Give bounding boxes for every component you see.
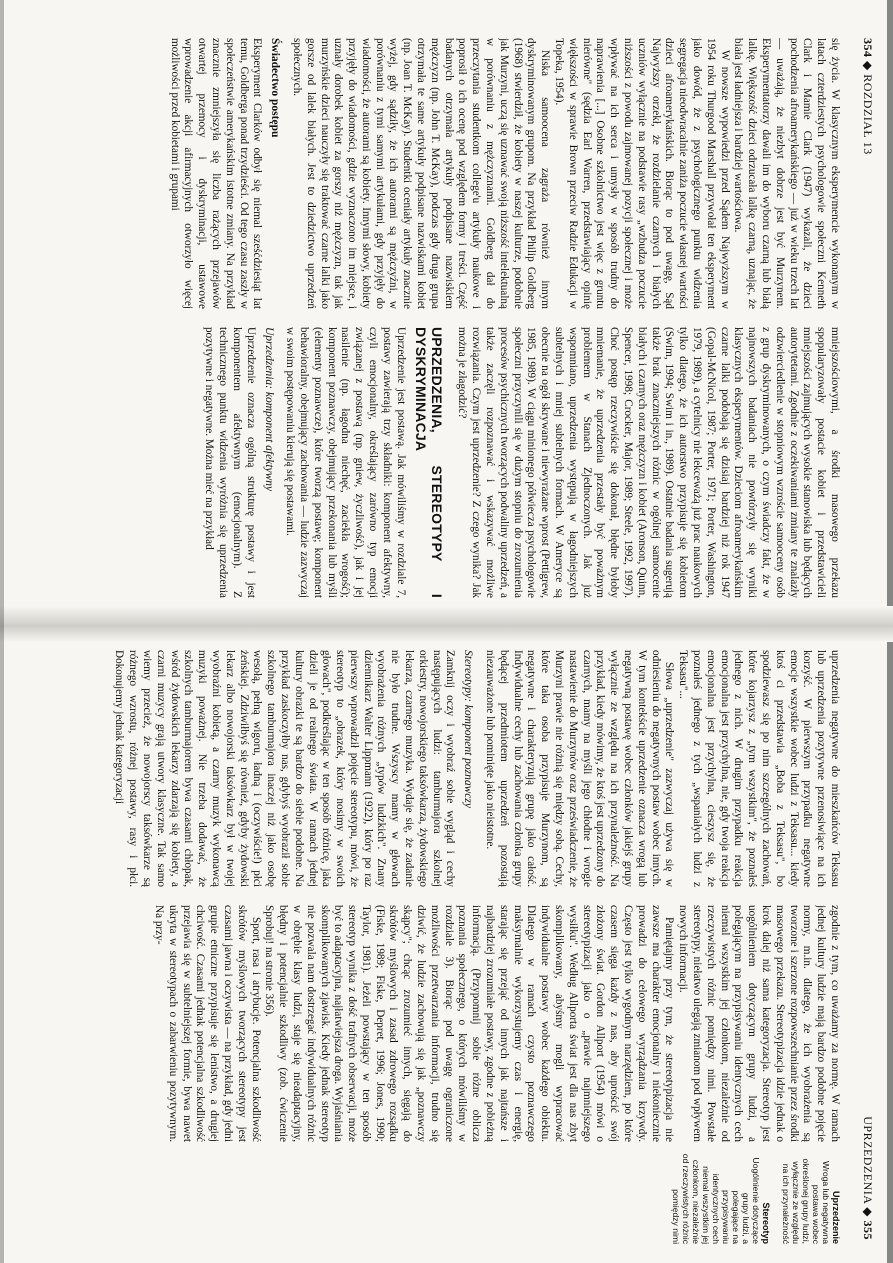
- subsection-heading: Stereotypy: komponent poznawczy: [462, 650, 475, 808]
- margin-note-term: Stereotyp: [761, 1202, 771, 1244]
- head-separator: ◆: [861, 1207, 875, 1217]
- margin-note-term: Uprzedzenie: [831, 1190, 841, 1244]
- paragraph: Sport, rasa i atrybucje. Potencjalna szkodliwość skrótów myślowych tworzących stereotypy jest czasami jawna i oczywista — na przykład, gdy jedni grupie etniczne przypisuje się lenistwo, a drugiej chciwość. Czasami jednak potencjalna szkodliwość przejawia się w subtelniejszej formie, bywa nawet ukryta w stereotypach o zabarwieniu pozytywnym. Na przy-: [152, 905, 262, 1142]
- chapter-label: UPRZEDZENIA: [861, 1116, 875, 1204]
- paragraph: Eksperyment Clarków odbył się niemal sześćdziesiąt lat temu, Goldberga ponad trzydzieści. Od tego czasu zaszły w społeczeństwie amerykańskim istotne zmiany. Na przykład znacznie zmniejszyła się liczba rażących przejawów otwartej przemocy i dyskryminacji, ustawowe wprowadzenie akcji afirmacyjnych otworzyło więcej możliwości przed kobietami i grupami: [168, 38, 264, 309]
- paragraph: się życia. W klasycznym eksperymencie wykonanym w latach czterdziestych psychologowie społeczni Kenneth Clark i Mamie Clark (1947) wykazali, że dzieci pochodzenia afroamerykańskiego — już w wieku trzech lat — uważają, że niezbyt dobrze jest być Murzynem. Eksperymentatorzy dawali im do wyboru czarną lub białą lalkę. Większość dzieci odrzucała lalkę czarną, uznając, że biała jest ładniejsza i bardziej wartościowa.: [732, 38, 841, 309]
- right-page: [15, 650, 875, 1244]
- margin-note: [781, 1152, 841, 1244]
- margin-note-definition: Wroga lub negatywna postawa wobec określonej grupy ludzi, wyłącznie ze względu na ich przynależność: [781, 1158, 831, 1244]
- paragraph: mniejszościowymi, a środki masowego przekazu spopularyzowały postacie kobiet i przedstawicieli mniejszości zajmujących wysokie stanowiska lub będących autorytetami. Zgodnie z oczekiwaniami zmiany te znalazły odzwierciedlenie w stopniowym wzroście samooceny osób z grup dyskryminowanych, o czym świadczy fakt, że w najnowszych badaniach nie powtórzyły się wyniki klasycznych eksperymentów. Dzieciom afroamerykańskim czarne lalki podobają się dzisiaj bardziej niż rok 1947 (Gopal-McNicol, 1987; Porter, 1971; Porter, Washington, 1979, 1989), a cytelnicy nie lekceważą już prac naukowych tylko dlatego, że ich autorstwo przypisuje się kobietom (Swim, 1994; Swim i in., 1989). Ostatnie badania sugerują także brak znaczniejszych różnic w ogólnej samoocenie białych i czarnych oraz mężczyzn i kobiet (Aronson, Quinn, Spencer, 1998; Crocker, Major, 1989; Steele, 1992, 1997). Choć postęp rzeczywiście się dokonał, błędne byłoby mniemanie, że uprzedzenia przestały być poważnym problemem w Stanach Zjednoczonych. Jak już wspomniano, uprzedzenia występują w łagodniejszych subtelnych i mniej subtelnych formach. W Ameryce są obecnie na ogół skrywane i niewyrażane wprost (Pettigrew, 1985, 1989). W ciągu minionego półwiecza psychologowie społeczni przyczynili się w dużym stopniu do zrozumienia procesów psychicznych tworzących podwaliny uprzedzeń, a także zaczęli rozpoznawać i wskazywać możliwe rozwiązania. Czym jest uprzedzenie? Z czego wynika? Jak można je złagodzić?: [456, 327, 841, 598]
- paragraph: Zamknij oczy i wyobraź sobie wygląd i cechy następujących ludzi: tamburmajora szkolnej orkiestry, nowojorskiego taksówkarza, żydowskiego lekarza, czarnego muzyka. Wydaje się, że zadanie nie było trudne. Wszyscy mamy w głowach wyobrażenia różnych „typów ludzkich". Znany dziennikarz Walter Lippmann (1922), który po raz pierwszy wprowadził pojęcie stereotypu, mówi, że stereotyp to „obrazek, który nosimy w swoich głowach", podkreślając w ten sposób różnicę, jaka dzieli je od realnego świata. W ramach jednej kultury obrazki te są bardzo do siebie podobne. Na przykład zaskoczyłby nas, gdybyś wyobraził sobie szkolnego tamburmajora inaczej niż jako osobę wesołą, pełną wigoru, ładną i (oczywiście!) płci żeńskiej. Zdziwiłbyś się również, gdyby żydowski lekarz albo nowojorski taksówkarz był w twojej wyobraźni kobietą, a czarny muzyk wykonawcą muzyki poważnej. Nie trzeba dodawać, że szkolnych tamburmajorem bywa czasami chłopak, wśród żydowskich lekarzy zdarzają się kobiety, a czarni muzycy grają utwory klasyczne. Tak samo wiemy przecież, że nowojorscy taksówkarze są różnego wzrostu, różnej postawy, rasy i płci. Dokonujemy jednak kategoryzacji: [113, 650, 457, 887]
- left-page: [15, 38, 875, 598]
- left-column-2: [15, 327, 841, 598]
- subsection-heading: Uprzedzenia: komponent afektywny: [262, 327, 275, 492]
- section-heading: Świadectwo postępu: [269, 38, 282, 138]
- paragraph: W nowsze wypowiedzi przed Sądem Najwyższym w 1954 roku Thurgood Marshall przywołał ten eksperyment jako dowód, że z psychologicznego punktu widzenia segregacja nieodwracalnie zaniża poczucie własnej wartości dzieci afroamerykańskich. Biorąc to pod uwagę, Sąd Najwyższy orzekł, że rozdzielanie czarnych i białych uczniów wyłącznie na podstawie rasy „wzbudza poczucie niższości z powodu zajmowanej pozycji społecznej i może wpływać na ich serca i umysły w sposób trudny do naprawienia [...] Osobne szkolnictwo jest więc z gruntu nierówne" (sędzia Earl Warren, przedstawiający opinię większości w sprawie Brown przeciw Radzie Edukacji w Topeka, 1954).: [553, 38, 731, 309]
- margin-note-definition: Uogólnienie dotyczące grupy ludzi, a polegające na przypisywaniu identycznych cech niemal wszystkim jej członkom, niezależnie od rzeczywistych różnic pomiędzy nimi: [671, 1153, 761, 1244]
- chapter-section-heading: UPRZEDZENIA, STEREOTYPY I DYSKRYMINACJA: [412, 327, 445, 598]
- right-column-2: [15, 905, 841, 1142]
- margin-glossary: [661, 1152, 841, 1244]
- left-column-1: [15, 38, 841, 309]
- paragraph: Niska samoocena zagraża również innym dyskryminowanym grupom. Na przykład Philip Goldberg (1968) stwierdził, że kobiety w naszej kulturze, podobnie jak Murzyni, uczą się uznawać swoją niższość intelektualną w porównaniu z mężczyznami. Goldberg dał do przeczytania studentkom college'u artykuły naukowe i poprosił o ich ocenę pod względem formy i treści. Część badanych otrzymała artykuły podpisane nazwiskiem mężczyzn (np. John T. McKay), podczas gdy druga grupa otrzymała te same artykuły podpisane nazwiskami kobiet (np. Joan T. McKay). Studentki oceniały artykuły znacznie wyżej, gdy sądziły, że ich autorami są mężczyźni, w porównaniu z tymi samymi artykułami, gdy przyjęły do wiadomości, że autorami są kobiety. Innymi słowy, kobiety przyjęły do wiadomości, gdzie wyznaczono im miejsce, i uznały dorobek kobiet za gorszy niż mężczyzn, tak jak murzyńskie dzieci nauczyły się traktować czarne lalki jako gorsze od lalek białych. Jest to dziedzictwo uprzedzeń społecznych.: [290, 38, 552, 309]
- page-number: 354: [861, 38, 875, 58]
- paragraph: zgodnie z tym, co uważamy za normę. W ramach jednej kultury ludzie mają bardzo podobne pojęcie normy, m.in. dlatego, że ich wyobrażenia są tworzone i szerzone rozpowszechnianie przez środki masowego przekazu. Stereotypizacja idzie jednak o krok dalej niż sama kategoryzacja. Stereotyp jest uogólnieniem dotyczącym grupy ludzi, a polegającym na przypisywaniu identycznych cech niemal wszystkim jej członkom, niezależnie od rzeczywistych różnic pomiędzy nimi. Powstałe stereotypy, niełatwo ulegają zmianom pod wpływem nowych informacji.: [677, 905, 841, 1142]
- paragraph: uprzedzenia negatywne do mieszkańców Teksasu lub uprzedzenia pozytywne przenosiwiące na ich korzyść. W pierwszym przypadku negatywne emocje wszystkie wobec ludzi z Teksasu... kiedy ktoś ci przedstawia „Boba z Teksasu", bo spodziewasz się po nim szczególnych zachowań, które kojarzysz z „tym wszystkim", że poznałeś jednego z nich. W drugim przypadku reakcja emocjonalna jest przychylna, nie, gdy twoja reakcja emocjonalna jest przychylna, cieszysz się, że poznałeś jednego z tych „wspaniałych ludzi z Teksasu"...: [677, 650, 841, 887]
- margin-note: [671, 1152, 771, 1244]
- head-separator: ◆: [861, 61, 875, 71]
- left-running-head: [853, 38, 875, 598]
- paragraph: Słowa „uprzedzenie" zazwyczaj używa się w odniesieniu do negatywnych postaw wobec innych. W tym kontekście uprzedzenie oznacza wrogą lub negatywną postawę wobec członków jakiejś grupy wyłącznie ze względu na ich przynależność. Na przykład, kiedy mówimy, że ktoś jest uprzedzony do czarnych, mamy na myśli jego chłodne i wrogie nastawienie do Murzynów oraz przeświadczenie, że Murzyni prawie nie różnią się między sobą. Cechy, które taka osoba przypisuje Murzynom, są negatywne i charakteryzują grupę jako całość. Indywidualne cechy lub zachowania członka grupy będącej przedmiotem uprzedzeń pozostają niezauważone lub pominięte jako nieistotne.: [484, 650, 676, 887]
- book-gutter: [0, 606, 893, 642]
- right-column-1: [15, 650, 841, 887]
- page-number: 355: [861, 1220, 875, 1240]
- scan-edge-bottom: [0, 0, 4, 1263]
- right-running-head: [853, 650, 875, 1240]
- paragraph: Pamiętajmy przy tym, że stereotypizacja nie zawsze ma charakter emocjonalny i niekoniecznie prowadzi do celowego wyrządzania krzywdy. Często jest tylko wygodnym narzędziem, po które czasem sięga każdy z nas, aby uprościć swój złożony świat. Gordon Allport (1954) mówi o stereotypizacji jako o „prawie najmniejszego wysiłku". Według Allporta świat jest dla nas zbyt skomplikowany, abyśmy mogli wypracować indywidualne postawy wobec każdego obiektu. Dlatego w ramach czysto poznawczego maksymalnie wykorzystujemy czas i energię, starając się przejąć od innych jak najtańsze i najbardziej zrozumiałe postawy, zgodne z pobieżną informacją. (Przypomnij sobie różne oblicza poznania społecznego, o których mówiliśmy w rozdziale 3). Biorąc pod uwagę ograniczone możliwości przetwarzania informacji, trudno się dziwić, że ludzie zachowują się jak „poznawczy skąpcy"; chcąc zrozumieć innych, sięgają do skrótów myślowych i zasad zdrowego rozsądku (Fiske, 1989; Fiske, Depret, 1996; Jones, 1990; Taylor, 1981). Jeżeli powstający w ten sposób stereotyp wynika z dość trafnych obserwacji, może być to adaptacyjna, najłatwiejsza droga. Wyjaśniania skomplikowanych zjawisk. Kiedy jednak stereotyp nie pozwala nam dostrzegać indywidualnych różnic w obrębie klasy ludzi, staje się nieadaptacyjny, błędny i potencjalnie szkodliwy (zob. ćwiczenie Sprobuj! na stronie 356).: [263, 905, 676, 1142]
- paragraph: Uprzedzenie jest postawą. Jak mówiliśmy w rozdziale 7, postawy zawierają trzy składniki: komponent afektywny, czyli emocjonalny, określający zarówno typ emocji związanej z postawą (np. gniew, życzliwość), jak i jej nasilenie (np. łagodna niechęć, zaciekła wrogość); komponent poznawczy, obejmujący przekonania lub myśli (elementy poznawcze), które tworzą postawę; komponent behawioralny, obejmujący zachowania — ludzie zazwyczaj w swoim postępowaniu kierują się postawami.: [284, 327, 407, 598]
- paragraph: Uprzedzenie oznacza ogólną strukturę postawy i jest komponentem afektywnym (emocjonalnym). Z technicznego punktu widzenia wyróżnia się uprzedzenia pozytywne i negatywne. Można mieć na przykład: [203, 327, 257, 598]
- chapter-label: ROZDZIAŁ 13: [861, 74, 875, 155]
